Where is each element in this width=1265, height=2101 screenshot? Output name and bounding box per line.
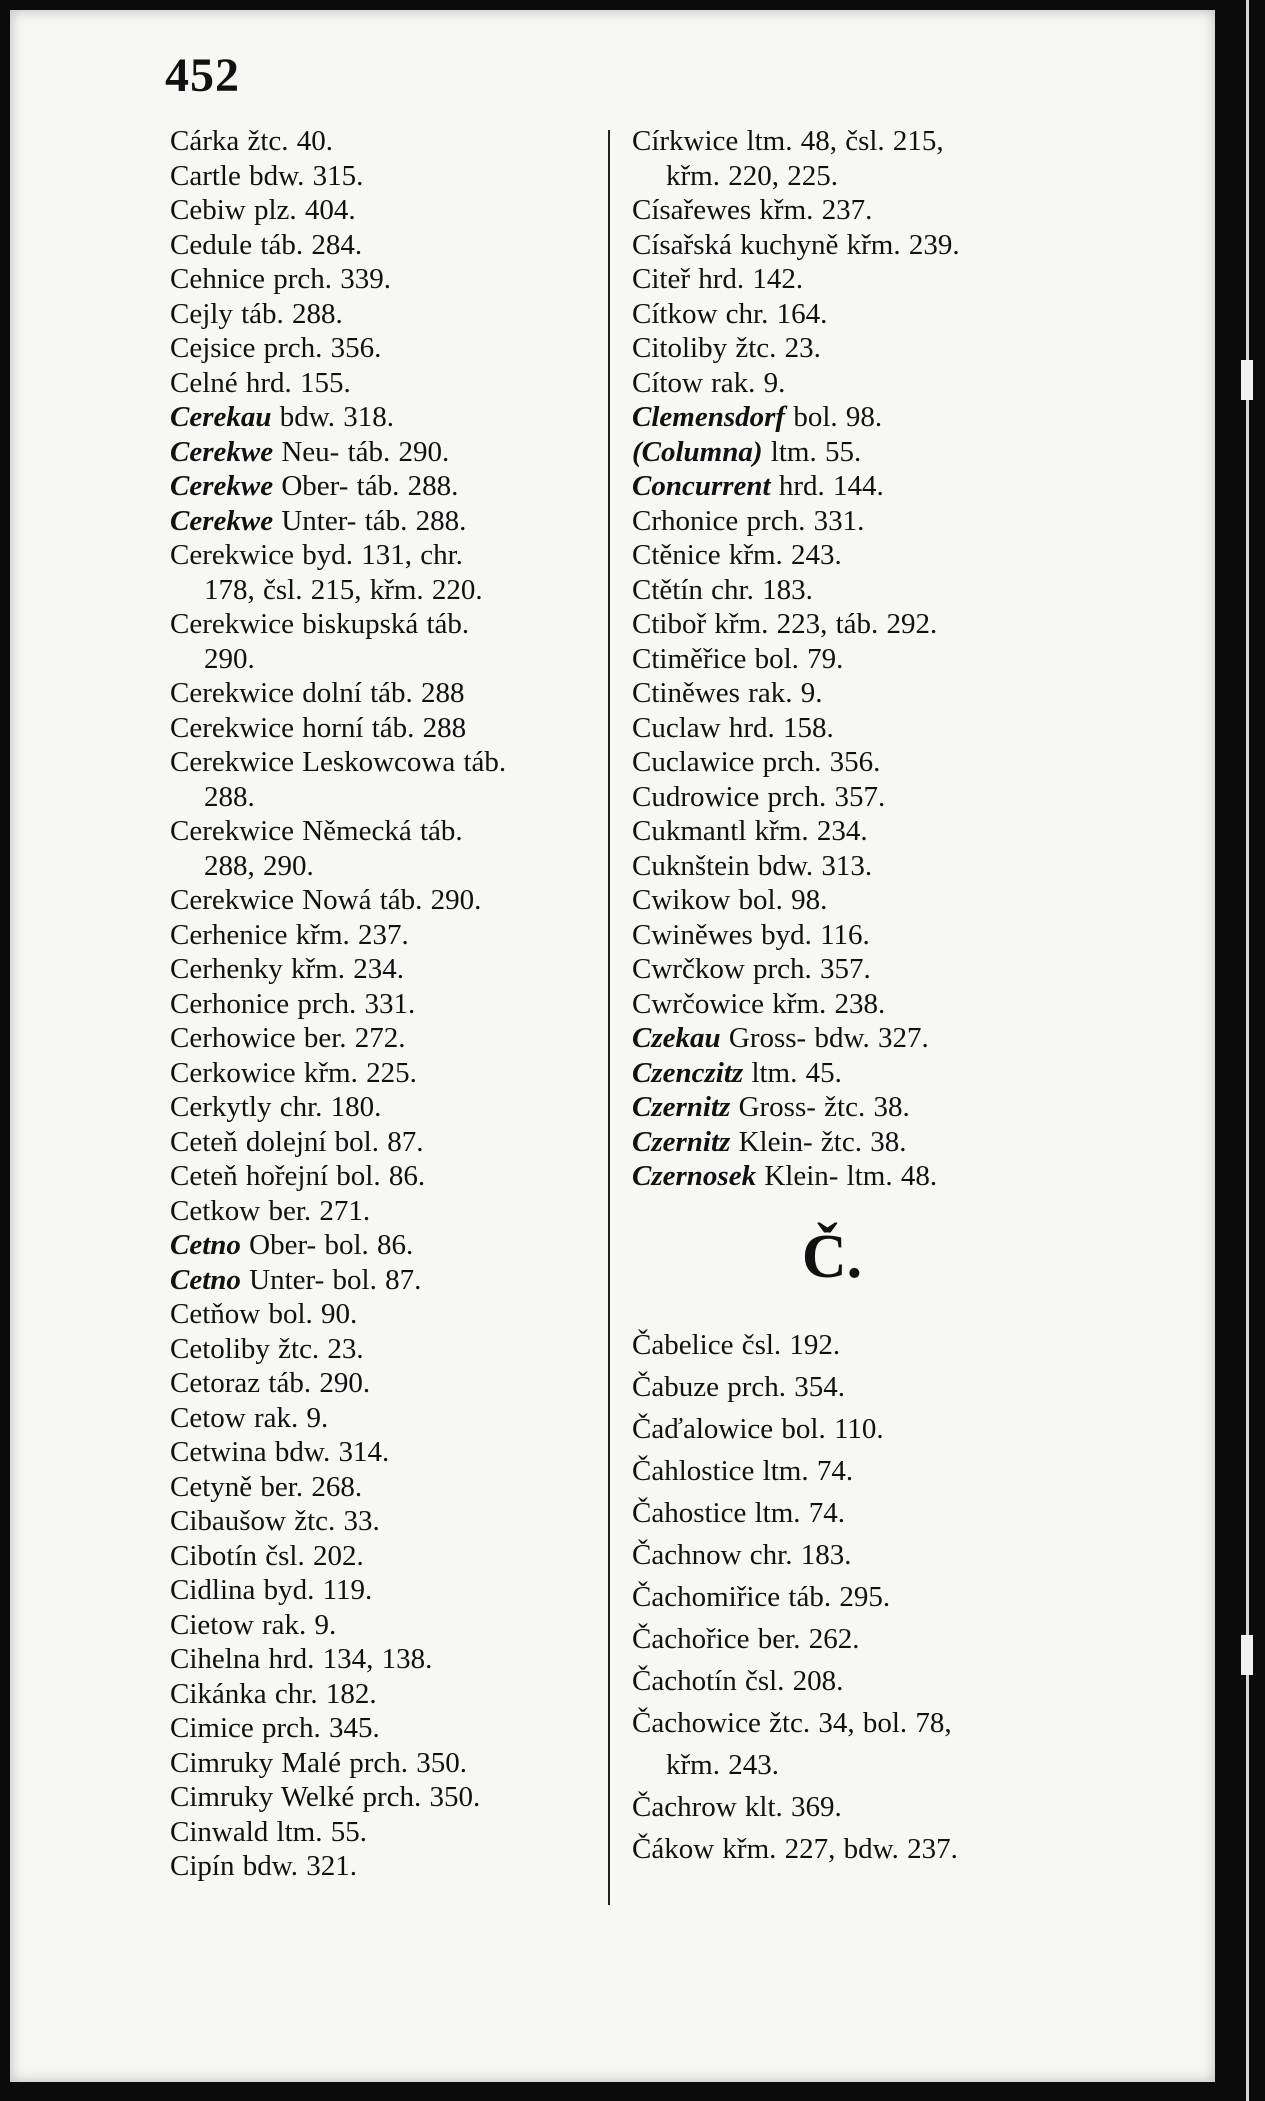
italic-headword: Czenczitz — [632, 1056, 744, 1089]
index-entry: Ctiboř křm. 223, táb. 292. — [632, 608, 938, 640]
index-entry: Cimice prch. 345. — [170, 1712, 380, 1744]
italic-headword: Czernitz — [632, 1125, 731, 1158]
index-entry: Čachowice žtc. 34, bol. 78, — [632, 1707, 952, 1739]
italic-headword: Czernosek — [632, 1160, 757, 1192]
index-entry-continuation: 178, čsl. 215, křm. 220. — [204, 573, 483, 606]
index-entry: Cítkow chr. 164. — [632, 297, 828, 330]
italic-headword: Clemensdorf — [632, 401, 786, 433]
index-entry: Cetňow bol. 90. — [170, 1298, 358, 1330]
index-entry: Cetkow ber. 271. — [170, 1194, 371, 1227]
index-entry: Cerhenice křm. 237. — [170, 918, 409, 951]
index-entry: Czenczitz ltm. 45. — [632, 1056, 842, 1089]
index-entry: Cerekwice byd. 131, chr. — [170, 539, 463, 571]
italic-headword: Concurrent — [632, 470, 771, 502]
index-entry: Cuclaw hrd. 158. — [632, 711, 834, 744]
index-entry: Cebiw plz. 404. — [170, 194, 356, 226]
index-entry: Cuclawice prch. 356. — [632, 746, 881, 778]
index-entry: Čachomiřice táb. 295. — [632, 1581, 891, 1613]
index-entry: Cerekwe Neu- táb. 290. — [170, 435, 450, 468]
page-edge — [1215, 0, 1265, 2101]
edge-tick — [1241, 1635, 1253, 1675]
index-entry: Cartle bdw. 315. — [170, 159, 364, 192]
right-column — [632, 124, 1072, 1870]
index-entry: Cibaušow žtc. 33. — [170, 1505, 380, 1537]
index-entry: Czernitz Klein- žtc. 38. — [632, 1125, 907, 1158]
index-entry: Cihelna hrd. 134, 138. — [170, 1643, 433, 1675]
section-c-caron-entries — [632, 1324, 1072, 1870]
index-entry: Čabuze prch. 354. — [632, 1371, 845, 1403]
index-entry: Cerhowice ber. 272. — [170, 1022, 406, 1054]
index-entry: Cerekwice horní táb. 288 — [170, 711, 467, 744]
index-entry: Cerekwice Leskowcowa táb. — [170, 746, 507, 778]
index-entry: Ceteň hořejní bol. 86. — [170, 1160, 426, 1192]
index-entry: Čákow křm. 227, bdw. 237. — [632, 1833, 958, 1865]
index-entry: Cetyně ber. 268. — [170, 1470, 363, 1503]
index-entry: Čachnow chr. 183. — [632, 1539, 852, 1571]
index-entry: Cukmantl křm. 234. — [632, 815, 868, 847]
index-entry: Cudrowice prch. 357. — [632, 780, 886, 813]
index-entry: Cuknštein bdw. 313. — [632, 849, 873, 882]
left-column — [170, 124, 600, 1884]
index-entry: Čabelice čsl. 192. — [632, 1329, 841, 1361]
index-entry: Ctětín chr. 183. — [632, 573, 813, 606]
index-entry: Cetwina bdw. 314. — [170, 1436, 390, 1468]
index-entry: Čachořice ber. 262. — [632, 1623, 860, 1655]
index-entry: Cejly táb. 288. — [170, 297, 343, 330]
index-entry: Concurrent hrd. 144. — [632, 470, 884, 502]
index-entry-continuation: 290. — [204, 642, 255, 675]
book-page — [10, 10, 1215, 2082]
index-entry: Cetow rak. 9. — [170, 1401, 329, 1434]
index-entry: Cipín bdw. 321. — [170, 1850, 358, 1882]
index-entry: Czernosek Klein- ltm. 48. — [632, 1160, 938, 1192]
page-edge-line — [1246, 0, 1249, 2101]
index-entry: Cehnice prch. 339. — [170, 263, 392, 295]
italic-headword: Cerekau — [170, 401, 272, 433]
edge-tick — [1241, 360, 1253, 400]
italic-headword: (Columna) — [632, 435, 763, 468]
index-entry: Cerekwice Německá táb. — [170, 815, 463, 847]
index-entry: Cerkowice křm. 225. — [170, 1056, 417, 1089]
index-entry-continuation: křm. 220, 225. — [666, 159, 838, 192]
index-entry-continuation: křm. 243. — [666, 1749, 779, 1781]
index-entry: Citoliby žtc. 23. — [632, 332, 821, 364]
index-entry: Czekau Gross- bdw. 327. — [632, 1022, 929, 1054]
index-entry: Cetoraz táb. 290. — [170, 1367, 371, 1399]
italic-headword: Cerekwe — [170, 435, 274, 468]
index-entry: Cítow rak. 9. — [632, 366, 786, 399]
italic-headword: Cetno — [170, 1229, 241, 1261]
index-entry: Cetoliby žtc. 23. — [170, 1332, 364, 1365]
index-entry: Cwrčkow prch. 357. — [632, 953, 871, 985]
index-entry: Cwiněwes byd. 116. — [632, 918, 870, 951]
index-entry: Cerkytly chr. 180. — [170, 1091, 382, 1123]
index-entry: Cetno Unter- bol. 87. — [170, 1263, 422, 1296]
index-entry: Cerekwe Ober- táb. 288. — [170, 470, 459, 502]
index-entry: Cimruky Malé prch. 350. — [170, 1746, 467, 1779]
index-entry: Crhonice prch. 331. — [632, 504, 865, 537]
index-entry: Ctiněwes rak. 9. — [632, 677, 823, 709]
index-entry: Ctiměřice bol. 79. — [632, 642, 844, 675]
index-entry-continuation: 288, 290. — [204, 849, 314, 882]
index-entry: Císařewes křm. 237. — [632, 194, 873, 226]
italic-headword: Cerekwe — [170, 470, 274, 502]
italic-headword: Czernitz — [632, 1091, 731, 1123]
italic-headword: Cetno — [170, 1263, 241, 1296]
index-entry: Cidlina byd. 119. — [170, 1574, 373, 1606]
italic-headword: Czekau — [632, 1022, 721, 1054]
index-entry: Čahostice ltm. 74. — [632, 1497, 846, 1529]
index-entry: Čachrow klt. 369. — [632, 1791, 842, 1823]
index-entry: Cimruky Welké prch. 350. — [170, 1781, 481, 1813]
italic-headword: Cerekwe — [170, 504, 274, 537]
page-number: 452 — [165, 49, 240, 102]
index-entry: Cerekwe Unter- táb. 288. — [170, 504, 467, 537]
index-entry: Cikánka chr. 182. — [170, 1677, 377, 1710]
index-entry: Cerhenky křm. 234. — [170, 953, 404, 985]
section-letter-heading: Č. — [801, 1222, 863, 1291]
index-entry: Cerekau bdw. 318. — [170, 401, 395, 433]
index-entry: Cetno Ober- bol. 86. — [170, 1229, 414, 1261]
index-entry: Citeř hrd. 142. — [632, 263, 804, 295]
index-entry: Cedule táb. 284. — [170, 228, 363, 261]
index-entry: Cárka žtc. 40. — [170, 125, 334, 157]
index-entry: Ctěnice křm. 243. — [632, 539, 842, 571]
index-entry: Cibotín čsl. 202. — [170, 1539, 364, 1572]
index-entry-continuation: 288. — [204, 780, 255, 813]
index-entry: Čaďalowice bol. 110. — [632, 1413, 884, 1445]
index-entry: Cinwald ltm. 55. — [170, 1815, 367, 1848]
index-entry: Czernitz Gross- žtc. 38. — [632, 1091, 910, 1123]
index-entry: Cerekwice biskupská táb. — [170, 608, 470, 640]
index-entry: Císařská kuchyně křm. 239. — [632, 228, 960, 261]
column-divider — [608, 130, 610, 1905]
index-entry: Celné hrd. 155. — [170, 366, 351, 399]
index-entry: Církwice ltm. 48, čsl. 215, — [632, 125, 944, 157]
index-entry: Ceteň dolejní bol. 87. — [170, 1125, 424, 1158]
index-entry: Čachotín čsl. 208. — [632, 1665, 844, 1697]
index-entry: Cerhonice prch. 331. — [170, 987, 416, 1020]
index-entry: Cwrčowice křm. 238. — [632, 987, 886, 1020]
index-entry: Cwikow bol. 98. — [632, 884, 828, 916]
index-entry: Čahlostice ltm. 74. — [632, 1455, 854, 1487]
index-entry: Clemensdorf bol. 98. — [632, 401, 883, 433]
index-entry: Cejsice prch. 356. — [170, 332, 382, 364]
index-entry: (Columna) ltm. 55. — [632, 435, 862, 468]
index-entry: Cietow rak. 9. — [170, 1608, 337, 1641]
index-entry: Cerekwice Nowá táb. 290. — [170, 884, 482, 916]
index-entry: Cerekwice dolní táb. 288 — [170, 677, 465, 709]
